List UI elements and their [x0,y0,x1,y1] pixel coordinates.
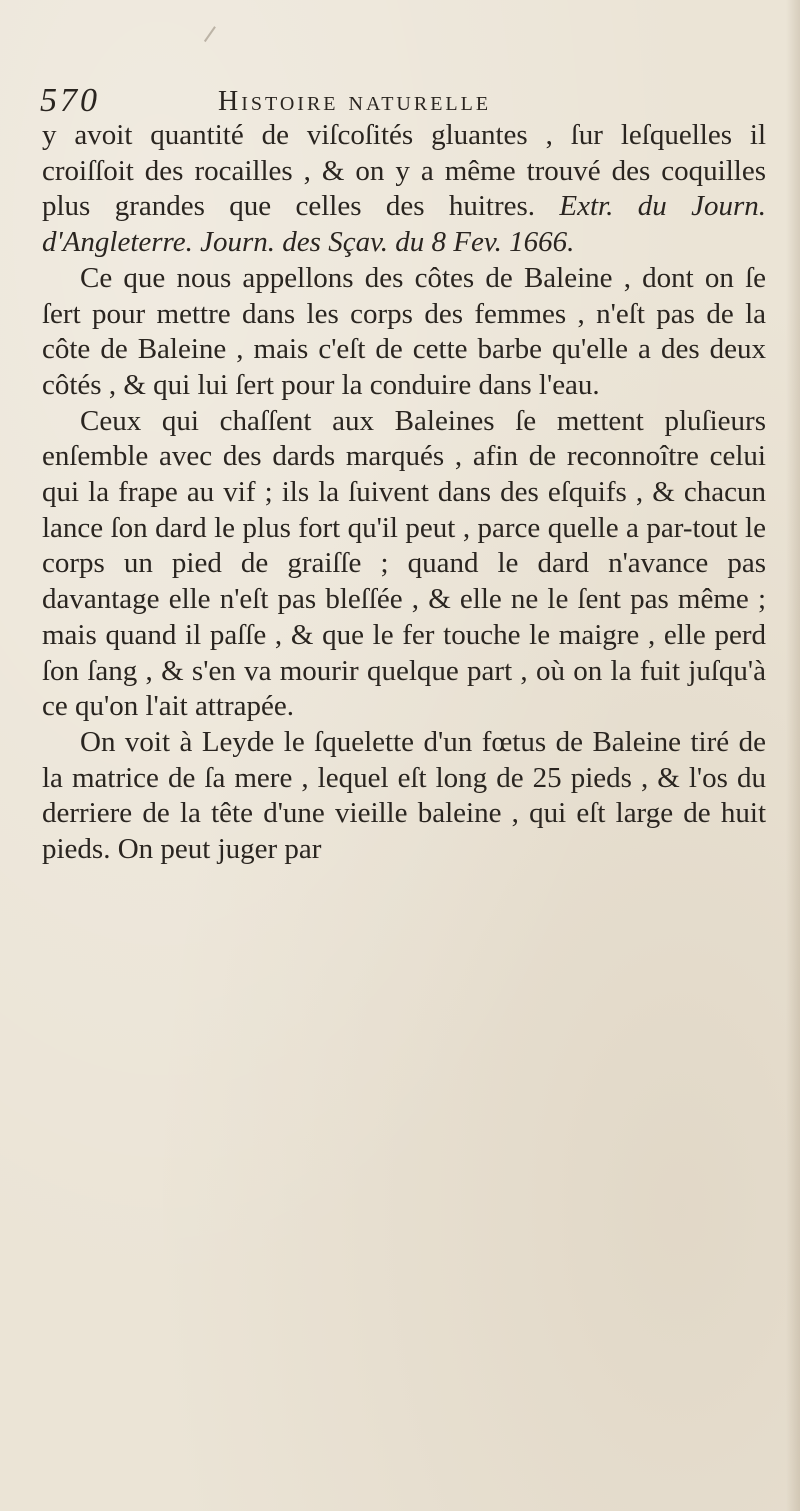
body-text [42,118,766,868]
paragraph-text: y avoit quantité de viſcoſités gluantes , ſur leſquelles il croiſſoit des rocailles , & on y a même trouvé des coquilles plus grandes que celles des huitres. [42,119,766,223]
paragraph-continuation [42,118,766,261]
paragraph-text: Ceux qui chaſſent aux Baleines ſe mettent pluſieurs enſemble avec des dards marqués , afin de reconnoître celui qui la frape au vif ; ils la ſuivent dans des eſquifs , & chacun lance ſon dard le plus fort qu'il peut , parce quelle a par-tout le corps un pied de graiſſe ; quand le dard n'avance pas davantage elle n'eſt pas bleſſée , & elle ne le ſent pas même ; mais quand il paſſe , & que le fer touche le maigre , elle perd ſon ſang , & s'en va mourir quelque part , où on la fuit juſqu'à ce qu'on l'ait attrapée. [42,404,766,723]
paragraph-leyden-skeleton [42,725,766,868]
paragraph-whale-hunting [42,404,766,725]
paragraph-text: Ce que nous appellons des côtes de Baleine , dont on ſe ſert pour mettre dans les corps des femmes , n'eſt pas de la côte de Baleine , mais c'eſt de cette barbe qu'elle a des deux côtés , & qui lui ſert pour la conduire dans l'eau. [42,261,766,401]
running-title: Histoire naturelle [218,86,492,117]
paragraph-text: On voit à Leyde le ſquelette d'un fœtus de Baleine tiré de la matrice de ſa mere , lequel eſt long de 25 pieds , & l'os du derriere de la tête d'une vieille baleine , qui eſt large de huit pieds. On peut juger par [42,725,766,866]
page-header [40,82,760,122]
page-edge-shadow [786,0,800,1511]
ink-mark [204,26,224,48]
paragraph-whalebone [42,261,766,404]
page-number: 570 [40,82,100,119]
source-reference: Extr. du Journ. d'Angleterre. Journ. des Sçav. du 8 Fev. 1666. [42,190,766,259]
